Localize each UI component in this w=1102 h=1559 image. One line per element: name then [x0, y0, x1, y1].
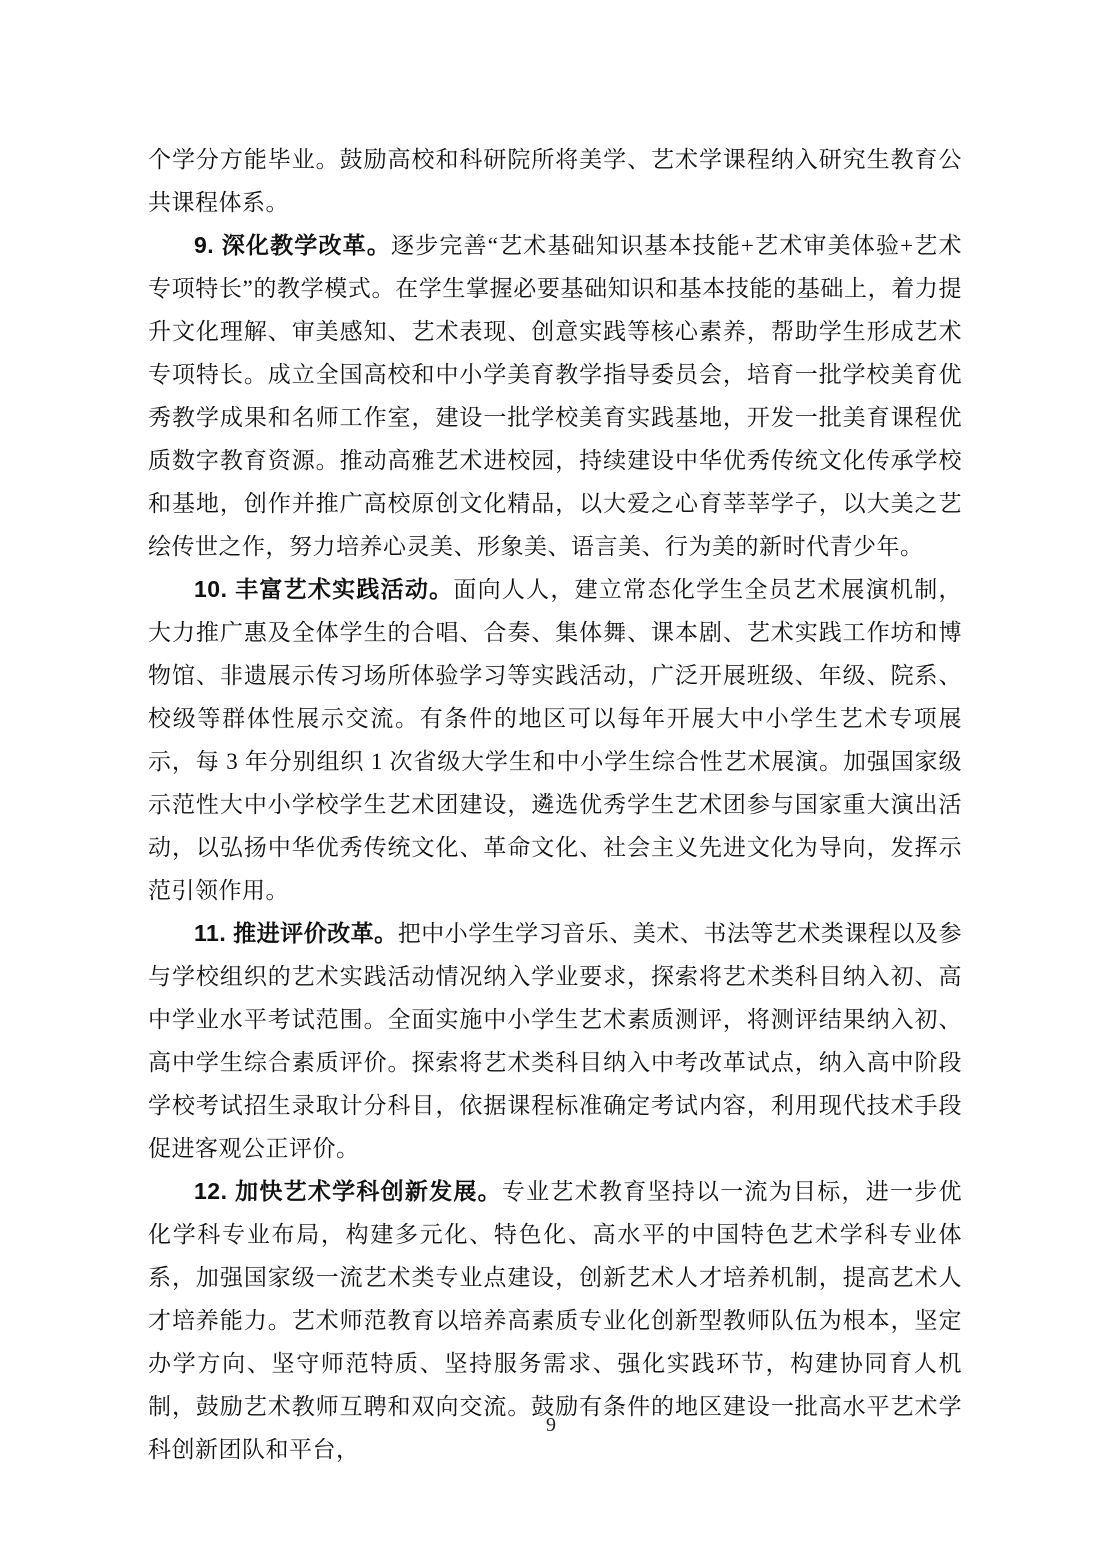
paragraph [148, 224, 962, 568]
paragraph-number-heading: 9. 深化教学改革。 [194, 232, 392, 258]
paragraph-text: 专业艺术教育坚持以一流为目标，进一步优化学科专业布局，构建多元化、特色化、高水平的中国特色艺术学科专业体系，加强国家级一流艺术类专业点建设，创新艺术人才培养机制，提高艺术人才培养能力。艺术师范教育以培养高素质专业化创新型教师队伍为根本，坚定办学方向、坚守师范特质、坚持服务需求、强化实践环节，构建协同育人机制，鼓励艺术教师互聘和双向交流。鼓励有条件的地区建设一批高水平艺术学科创新团队和平台， [148, 1179, 962, 1462]
page-number: 9 [546, 1414, 556, 1436]
paragraph [148, 912, 962, 1170]
paragraph [148, 138, 962, 224]
page-content [148, 138, 962, 1471]
paragraph-number-heading: 11. 推进评价改革。 [194, 920, 398, 946]
paragraph-text: 逐步完善“艺术基础知识基本技能+艺术审美体验+艺术专项特长”的教学模式。在学生掌握必要基础知识和基本技能的基础上，着力提升文化理解、审美感知、艺术表现、创意实践等核心素养，帮助学生形成艺术专项特长。成立全国高校和中小学美育教学指导委员会，培育一批学校美育优秀教学成果和名师工作室，建设一批学校美育实践基地，开发一批美育课程优质数字教育资源。推动高雅艺术进校园，持续建设中华优秀传统文化传承学校和基地，创作并推广高校原创文化精品，以大爱之心育莘莘学子，以大美之艺绘传世之作，努力培养心灵美、形象美、语言美、行为美的新时代青少年。 [148, 233, 962, 559]
paragraph-text: 个学分方能毕业。鼓励高校和科研院所将美学、艺术学课程纳入研究生教育公共课程体系。 [148, 147, 962, 215]
paragraph-text: 面向人人，建立常态化学生全员艺术展演机制，大力推广惠及全体学生的合唱、合奏、集体舞、课本剧、艺术实践工作坊和博物馆、非遗展示传习场所体验学习等实践活动，广泛开展班级、年级、院系、校级等群体性展示交流。有条件的地区可以每年开展大中小学生艺术专项展示，每 3 年分别组织 1 次省级大学生和中小学生综合性艺术展演。加强国家级示范性大中小学校学生艺术团建设，遴选优秀学生艺术团参与国家重大演出活动，以弘扬中华优秀传统文化、革命文化、社会主义先进文化为导向，发挥示范引领作用。 [148, 577, 962, 903]
paragraph-number-heading: 10. 丰富艺术实践活动。 [194, 576, 454, 602]
paragraph-text: 把中小学生学习音乐、美术、书法等艺术类课程以及参与学校组织的艺术实践活动情况纳入学业要求，探索将艺术类科目纳入初、高中学业水平考试范围。全面实施中小学生艺术素质测评，将测评结果纳入初、高中学生综合素质评价。探索将艺术类科目纳入中考改革试点，纳入高中阶段学校考试招生录取计分科目，依据课程标准确定考试内容，利用现代技术手段促进客观公正评价。 [148, 921, 962, 1161]
paragraph-number-heading: 12. 加快艺术学科创新发展。 [194, 1178, 502, 1204]
paragraph [148, 568, 962, 912]
